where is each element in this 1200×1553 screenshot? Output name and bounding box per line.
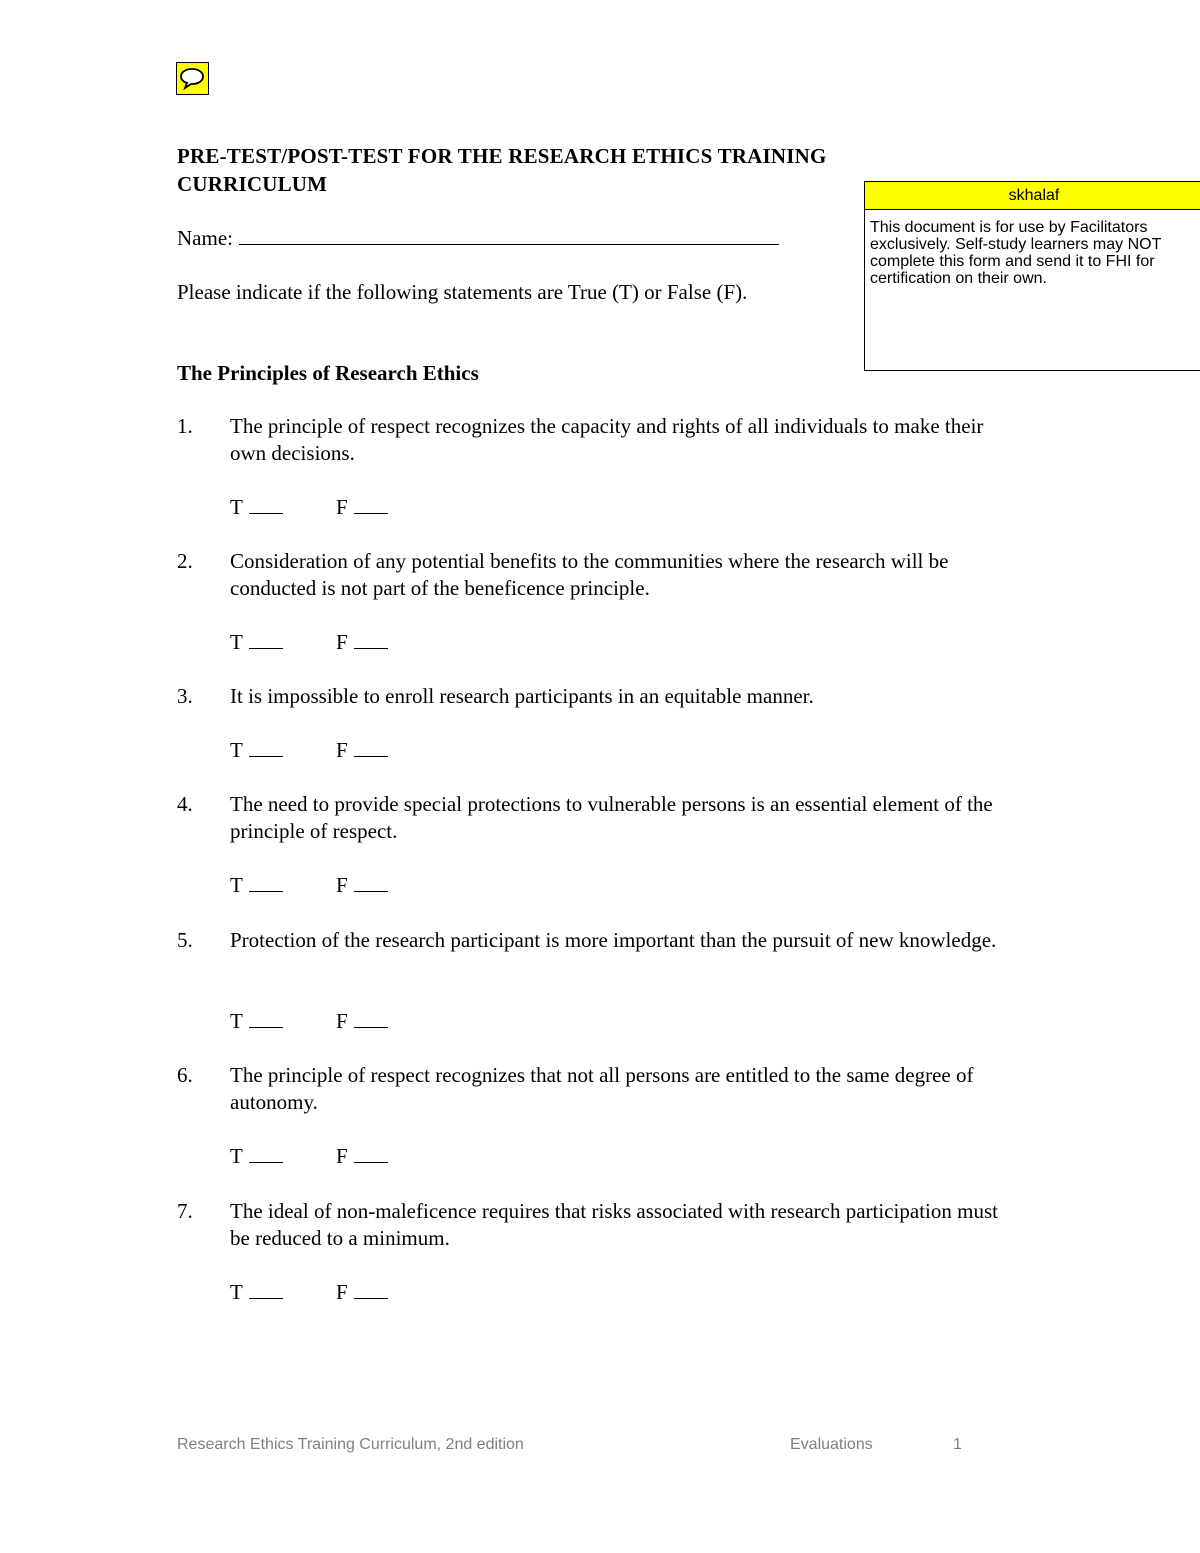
true-option[interactable] xyxy=(230,1008,283,1035)
question-item xyxy=(177,927,1017,1036)
question-number: 1. xyxy=(177,414,193,438)
question-text: The principle of respect recognizes the capacity and rights of all individuals to make their own decisions. xyxy=(230,414,984,465)
page-title: PRE-TEST/POST-TEST FOR THE RESEARCH ETHICS TRAINING CURRICULUM xyxy=(177,144,827,196)
question-text: It is impossible to enroll research participants in an equitable manner. xyxy=(230,684,814,708)
footer-section: Evaluations xyxy=(790,1436,873,1453)
true-blank-line[interactable] xyxy=(249,1009,283,1028)
true-label: T xyxy=(230,630,243,654)
name-blank-line[interactable] xyxy=(239,226,779,245)
true-label: T xyxy=(230,873,243,897)
false-label: F xyxy=(336,495,348,519)
false-label: F xyxy=(336,1280,348,1304)
false-label: F xyxy=(336,1144,348,1168)
question-number: 3. xyxy=(177,684,193,708)
true-blank-line[interactable] xyxy=(249,495,283,514)
question-item xyxy=(177,413,1017,522)
false-blank-line[interactable] xyxy=(354,1280,388,1299)
true-option[interactable] xyxy=(230,737,283,764)
section-heading: The Principles of Research Ethics xyxy=(177,361,479,385)
false-label: F xyxy=(336,1009,348,1033)
false-option[interactable] xyxy=(336,1143,388,1170)
false-blank-line[interactable] xyxy=(354,1009,388,1028)
speech-bubble-icon[interactable] xyxy=(176,62,209,95)
comment-balloon[interactable] xyxy=(864,181,1200,371)
question-text: The principle of respect recognizes that not all persons are entitled to the same degree of autonomy. xyxy=(230,1063,974,1114)
false-option[interactable] xyxy=(336,494,388,521)
question-number: 7. xyxy=(177,1199,193,1223)
true-option[interactable] xyxy=(230,494,283,521)
question-item xyxy=(177,1198,1017,1307)
footer-title: Research Ethics Training Curriculum, 2nd edition xyxy=(177,1436,524,1453)
question-number: 4. xyxy=(177,792,193,816)
question-item xyxy=(177,1062,1017,1171)
true-blank-line[interactable] xyxy=(249,1144,283,1163)
true-blank-line[interactable] xyxy=(249,873,283,892)
comment-text: This document is for use by Facilitators exclusively. Self-study learners may NOT complete this form and send it to FHI for certification on their own. xyxy=(870,219,1162,287)
false-label: F xyxy=(336,873,348,897)
true-option[interactable] xyxy=(230,1279,283,1306)
false-blank-line[interactable] xyxy=(354,1144,388,1163)
question-item xyxy=(177,683,1017,765)
true-label: T xyxy=(230,1144,243,1168)
question-text: Consideration of any potential benefits to the communities where the research will be conducted is not part of the beneficence principle. xyxy=(230,549,949,600)
instructions: Please indicate if the following statements are True (T) or False (F). xyxy=(177,280,748,304)
false-option[interactable] xyxy=(336,737,388,764)
false-label: F xyxy=(336,738,348,762)
name-label: Name: xyxy=(177,226,233,250)
true-option[interactable] xyxy=(230,1143,283,1170)
false-blank-line[interactable] xyxy=(354,873,388,892)
question-number: 5. xyxy=(177,928,193,952)
true-label: T xyxy=(230,1009,243,1033)
true-blank-line[interactable] xyxy=(249,630,283,649)
false-option[interactable] xyxy=(336,872,388,899)
false-label: F xyxy=(336,630,348,654)
true-option[interactable] xyxy=(230,872,283,899)
true-label: T xyxy=(230,495,243,519)
false-option[interactable] xyxy=(336,629,388,656)
true-label: T xyxy=(230,1280,243,1304)
question-number: 2. xyxy=(177,549,193,573)
false-option[interactable] xyxy=(336,1008,388,1035)
question-text: Protection of the research participant is more important than the pursuit of new knowledge. xyxy=(230,928,997,952)
question-number: 6. xyxy=(177,1063,193,1087)
true-blank-line[interactable] xyxy=(249,738,283,757)
question-text: The need to provide special protections to vulnerable persons is an essential element of the principle of respect. xyxy=(230,792,993,843)
true-option[interactable] xyxy=(230,629,283,656)
false-blank-line[interactable] xyxy=(354,738,388,757)
name-field[interactable] xyxy=(177,224,779,252)
page-number: 1 xyxy=(953,1436,962,1453)
false-blank-line[interactable] xyxy=(354,495,388,514)
question-item xyxy=(177,548,1017,657)
question-item xyxy=(177,791,1017,900)
true-label: T xyxy=(230,738,243,762)
true-blank-line[interactable] xyxy=(249,1280,283,1299)
false-blank-line[interactable] xyxy=(354,630,388,649)
question-text: The ideal of non-maleficence requires that risks associated with research participation must be reduced to a minimum. xyxy=(230,1199,998,1250)
false-option[interactable] xyxy=(336,1279,388,1306)
comment-author: skhalaf xyxy=(865,182,1200,210)
